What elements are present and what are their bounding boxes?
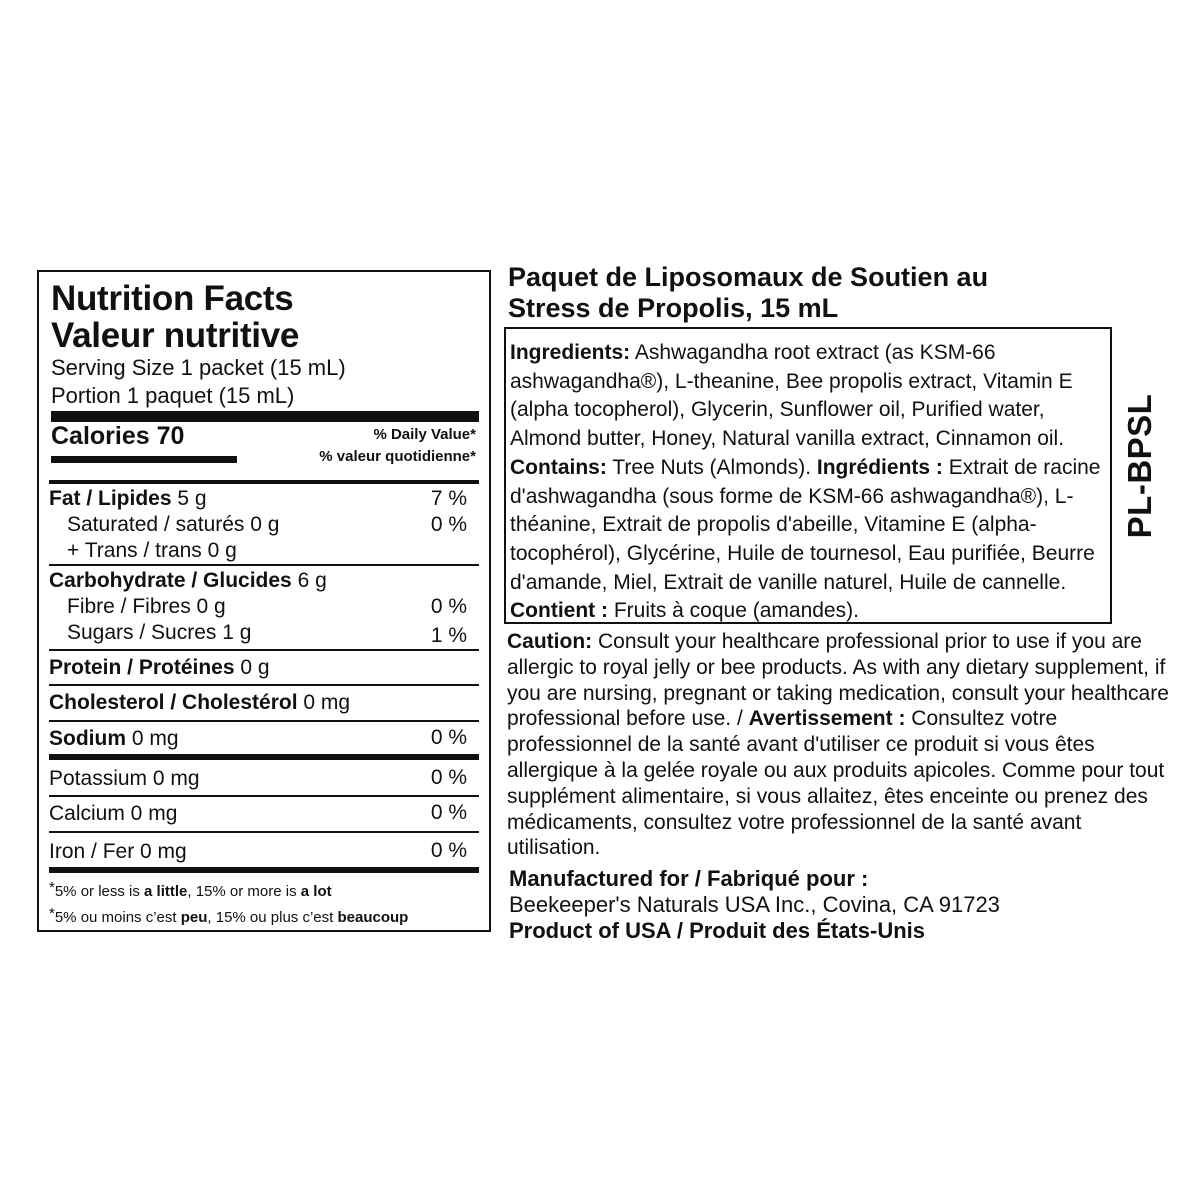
trans-label: + Trans / trans 0 g (67, 539, 237, 562)
manufacturer-name: Beekeeper's Naturals USA Inc., Covina, CA 91723 (509, 892, 1000, 917)
calories-underline (51, 456, 237, 463)
calories-row (49, 422, 479, 484)
potassium-pct: 0 % (430, 766, 467, 789)
fat-pct: 7 % (430, 487, 467, 510)
product-code: PL-BPSL (1121, 393, 1158, 539)
product-title (508, 262, 988, 324)
sodium-amount: 0 mg (126, 727, 179, 750)
sugars-pct: 1 % (430, 624, 467, 647)
contains-text-en: Tree Nuts (Almonds). (606, 455, 817, 479)
saturated-label: Saturated / saturés 0 g (67, 513, 280, 536)
trans-row (49, 538, 479, 564)
ingredients-box (504, 327, 1112, 624)
product-origin: Product of USA / Produit des États-Unis (509, 918, 925, 943)
caution-body-fr: Consultez votre professionnel de la santé avant d'utiliser ce produit si vous êtes allergique à la gelée royale ou aux produits apicoles. Comme pour tout supplément alimentaire, si vous allaitez, êtes enceinte ou prenez des médicaments, consultez votre professionnel de la santé avant utilisation. (507, 707, 1165, 860)
sodium-pct: 0 % (430, 726, 467, 749)
protein-amount: 0 g (234, 656, 270, 679)
footnote-fr: *5% ou moins c’est peu, 15% ou plus c’est beaucoup (49, 905, 409, 926)
sugars-row (49, 620, 479, 649)
nutrition-title-en: Nutrition Facts (51, 279, 294, 318)
potassium-row (49, 760, 479, 795)
sodium-row (49, 720, 479, 760)
potassium-label: Potassium 0 mg (49, 767, 200, 790)
nutrition-title-fr: Valeur nutritive (51, 316, 300, 355)
contains-text-fr: Fruits à coque (amandes). (607, 599, 859, 623)
nutrition-facts-panel (37, 270, 491, 932)
iron-pct: 0 % (430, 839, 467, 862)
ingredients-label-fr: Ingrédients : (816, 455, 943, 479)
cholesterol-label: Cholesterol / Cholestérol (49, 691, 298, 714)
iron-label: Iron / Fer 0 mg (49, 840, 187, 863)
daily-value-footnote (49, 877, 479, 929)
footnote-en: *5% or less is a little, 15% or more is a lot (49, 879, 332, 900)
serving-size-fr: Portion 1 paquet (15 mL) (51, 382, 479, 422)
cholesterol-amount: 0 mg (297, 691, 351, 714)
carb-row (49, 564, 479, 594)
calories-label: Calories 70 (51, 422, 185, 450)
cholesterol-row (49, 684, 479, 720)
sodium-label: Sodium (49, 727, 126, 750)
calcium-pct: 0 % (430, 801, 467, 824)
carb-amount: 6 g (291, 569, 327, 592)
fat-row (49, 486, 479, 512)
calcium-label: Calcium 0 mg (49, 802, 178, 825)
fibre-label: Fibre / Fibres 0 g (67, 595, 226, 618)
ingredients-label-en: Ingredients: (510, 341, 631, 364)
protein-label: Protein / Protéines (49, 656, 235, 679)
contains-label-en: Contains: (510, 455, 607, 479)
fat-label: Fat / Lipides (49, 487, 172, 510)
ingredients-text-fr: Extrait de racine d'ashwagandha (sous forme de KSM-66 ashwagandha®), L-théanine, Extrait de propolis d'abeille, Vitamine E (alpha-tocophérol), Glycérine, Huile de tournesol, Eau purifiée, Beurre d'amande, Miel, Extrait de vanille naturel, Huile de cannelle. (510, 455, 1101, 594)
daily-value-en: % Daily Value* (373, 426, 476, 443)
fibre-row (49, 594, 479, 620)
daily-value-header (319, 424, 476, 468)
fat-amount: 5 g (171, 487, 207, 510)
iron-row (49, 831, 479, 873)
serving-size-en: Serving Size 1 packet (15 mL) (51, 355, 346, 380)
contains-label-fr: Contient : (510, 599, 608, 623)
product-title-line2: Stress de Propolis, 15 mL (508, 293, 839, 323)
caution-label-fr: Avertissement : (748, 707, 906, 731)
caution-text (507, 629, 1177, 861)
daily-value-fr: % valeur quotidienne* (319, 448, 476, 465)
ingredients-text-en: Ashwagandha root extract (as KSM-66 ashwagandha®), L-theanine, Bee propolis extract, Vitamin E (alpha tocopherol), Glycerin, Sunflower oil, Purified water, Almond butter, Honey, Natural vanilla extract, Cinnamon oil. (510, 341, 1073, 451)
protein-row (49, 649, 479, 684)
fibre-pct: 0 % (430, 595, 467, 618)
manufacturer-info (509, 866, 1000, 944)
sugars-label: Sugars / Sucres 1 g (67, 621, 252, 644)
saturated-pct: 0 % (430, 513, 467, 536)
product-title-line1: Paquet de Liposomaux de Soutien au (508, 262, 989, 292)
saturated-row (49, 512, 479, 538)
carb-label: Carbohydrate / Glucides (49, 569, 292, 592)
manufacturer-heading: Manufactured for / Fabriqué pour : (509, 866, 869, 891)
caution-label-en: Caution: (507, 630, 593, 653)
calcium-row (49, 795, 479, 831)
caution-body-en: Consult your healthcare professional prior to use if you are allergic to royal jelly or bee products. As with any dietary supplement, if you are nursing, pregnant or taking medication, consult your healthcare professional before use. / (507, 630, 1169, 731)
